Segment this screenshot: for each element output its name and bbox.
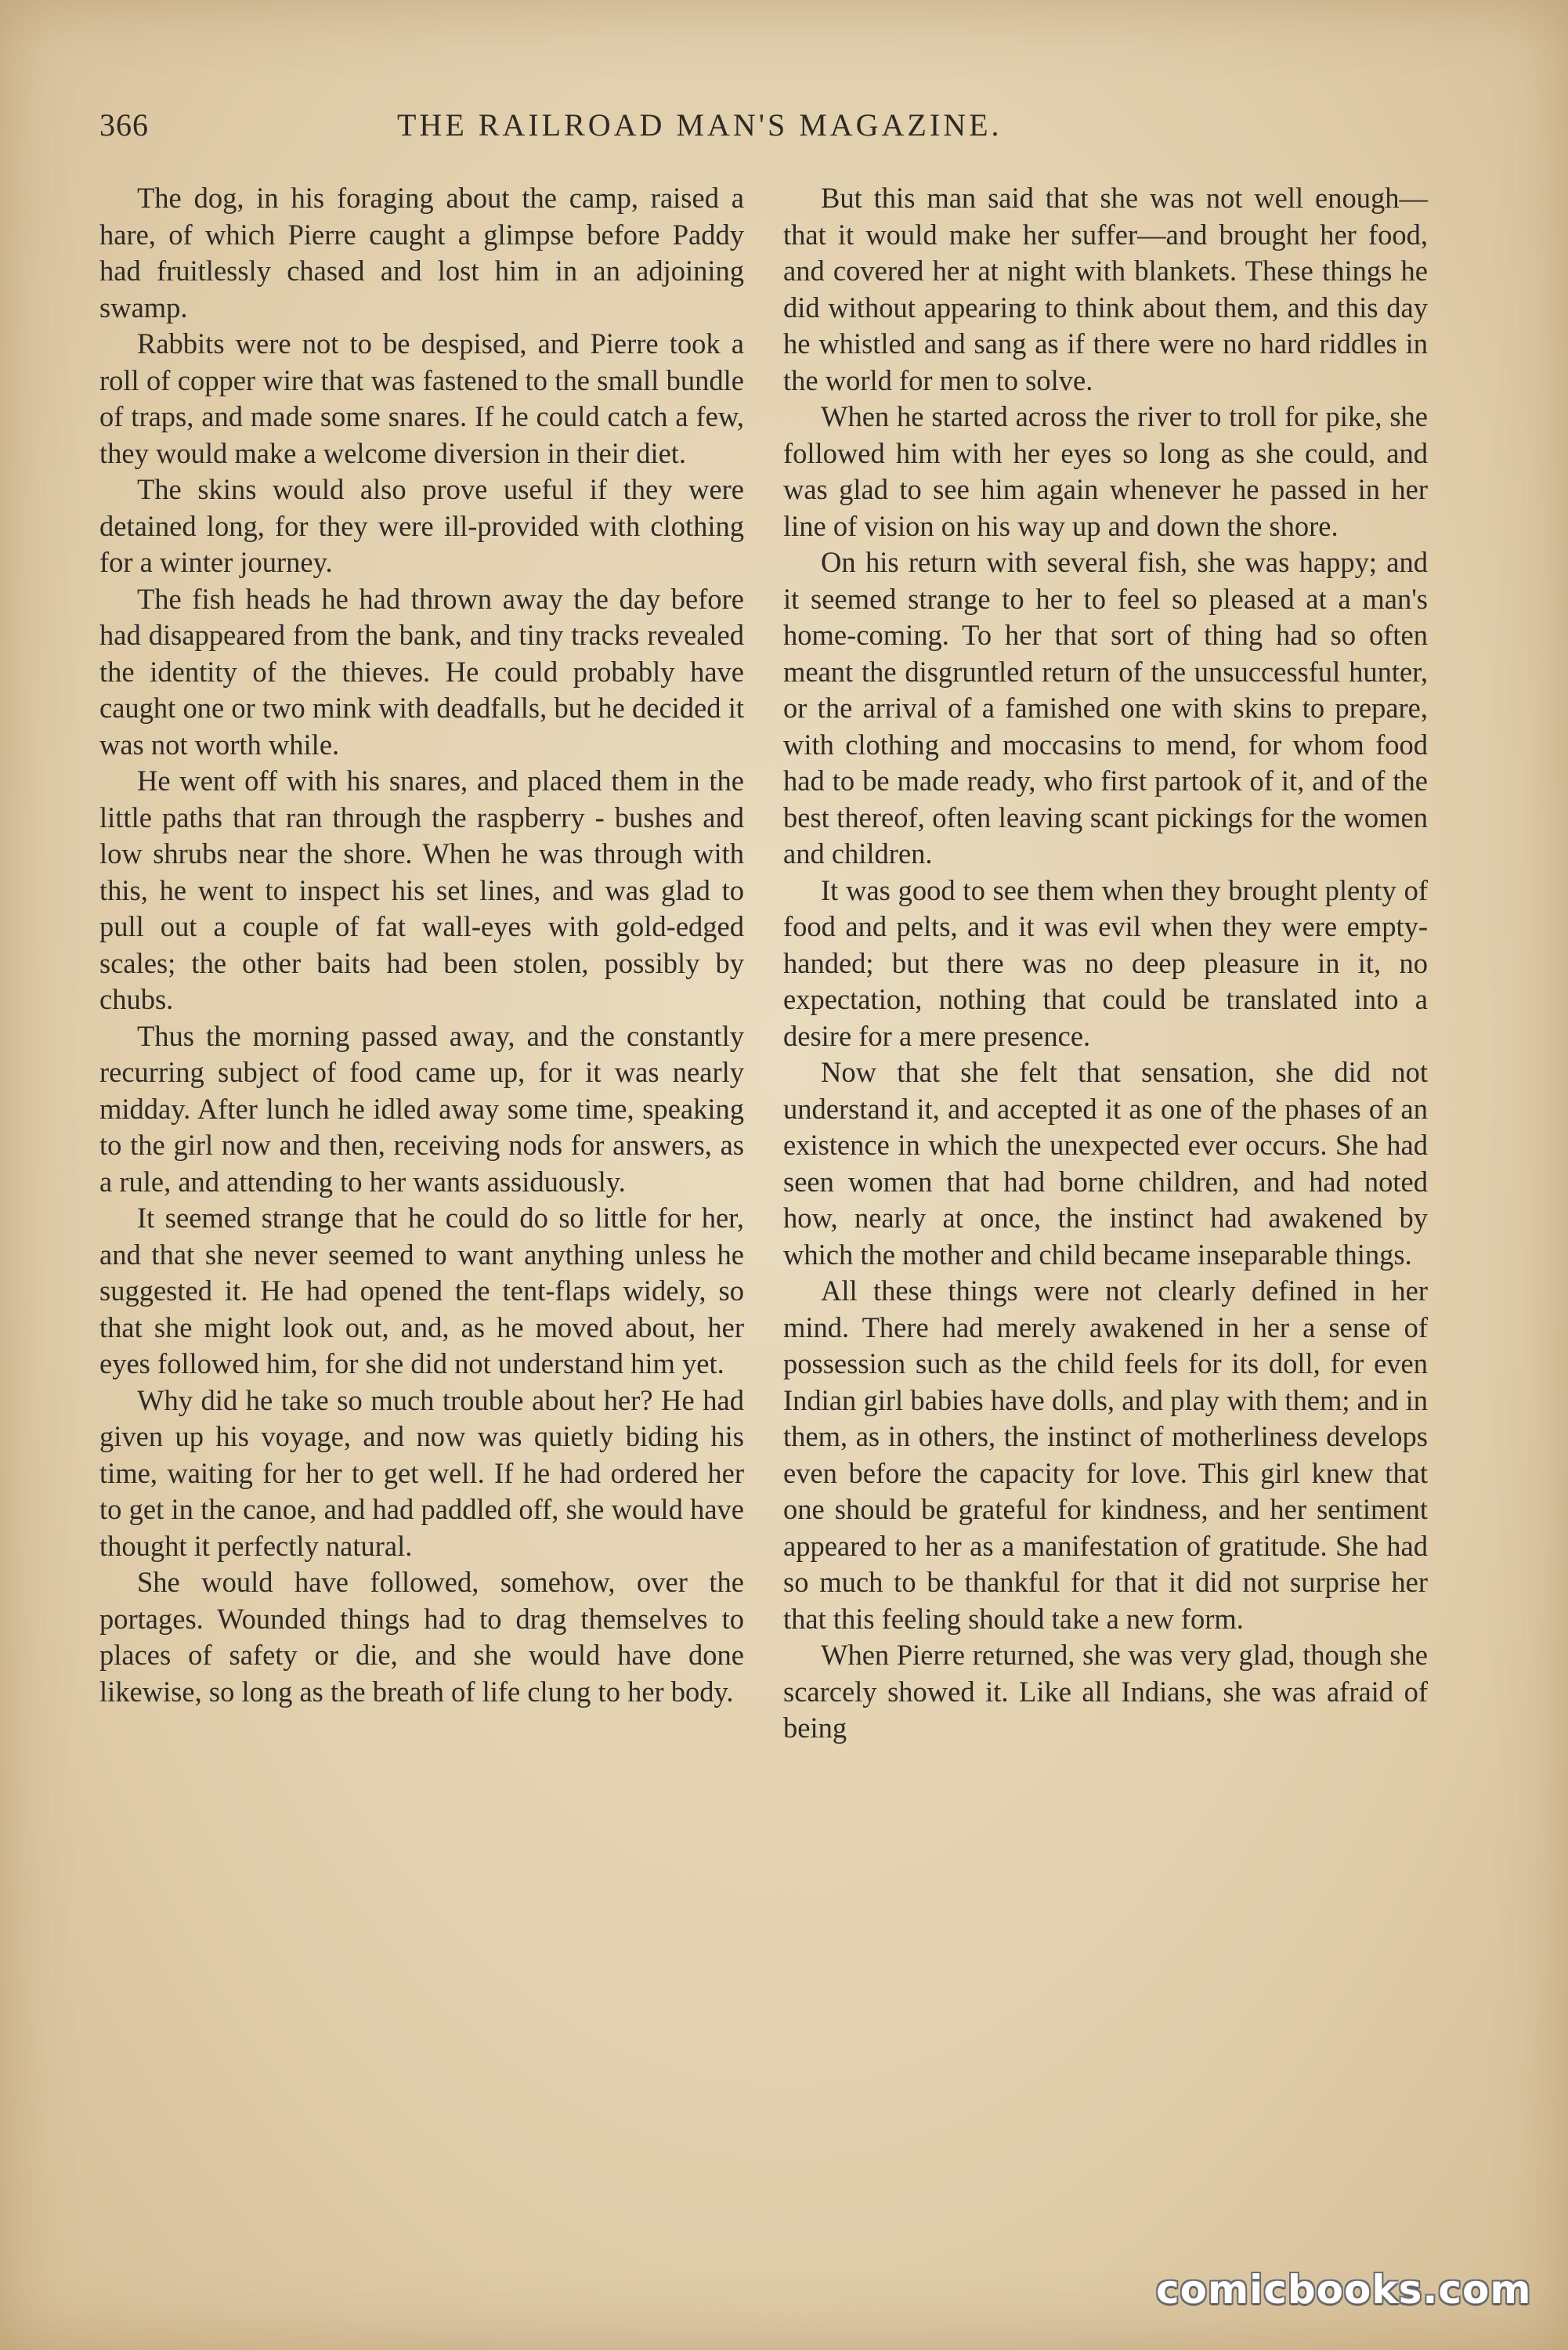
paragraph: All these things were not clearly defined in her mind. There had merely awakened in her a sense of possession such as the child feels for its doll, for even Indian girl babies have dolls, and play with them; and in them, as in others, the instinct of motherliness develops even before the capacity for love. This girl knew that one should be grateful for kindness, and her sentiment appeared to her as a manifestation of gratitude. She had so much to be thankful for that it did not surprise her that this feeling should take a new form. xyxy=(783,1274,1428,1635)
paragraph: But this man said that she was not well enough—that it would make her suffer—and brought her food, and covered her at night with blankets. These things he did without appearing to think about them, and this day he whistled and sang as if there were no hard riddles in the world for men to solve. xyxy=(783,182,1428,396)
paragraph: She would have followed, somehow, over the portages. Wounded things had to drag themselves to places of safety or die, and she would have done likewise, so long as the breath of life clung to her body. xyxy=(99,1566,744,1708)
paragraph: It was good to see them when they brought plenty of food and pelts, and it was evil when they were empty-handed; but there was no deep pleasure in it, no expectation, nothing that could be translated into a desire for a mere presence. xyxy=(783,873,1428,1052)
paragraph: When Pierre returned, she was very glad, though she scarcely showed it. Like all Indians, she was afraid of being xyxy=(783,1639,1428,1744)
paragraph: Why did he take so much trouble about her? He had given up his voyage, and now was quietly biding his time, waiting for her to get well. If he had ordered her to get in the canoe, and had paddled off, she would have thought it perfectly natural. xyxy=(99,1383,744,1562)
paragraph: The skins would also prove useful if they were detained long, for they were ill-provided with clothing for a winter journey. xyxy=(99,473,744,578)
paragraph: Thus the morning passed away, and the constantly recurring subject of food came up, for it was nearly midday. After lunch he idled away some time, speaking to the girl now and then, receiving nods for answers, as a rule, and attending to her wants assiduously. xyxy=(99,1019,744,1198)
watermark-logo: comicbooks.com xyxy=(1156,2267,1532,2312)
paragraph: Rabbits were not to be despised, and Pierre took a roll of copper wire that was fastened to the small bundle of traps, and made some snares. If he could catch a few, they would make a welcome diversion in their diet. xyxy=(99,327,744,469)
running-title: THE RAILROAD MAN'S MAGAZINE. xyxy=(397,107,1003,143)
paragraph: The dog, in his foraging about the camp, raised a hare, of which Pierre caught a glimpse before Paddy had fruitlessly chased and lost him in an adjoining swamp. xyxy=(99,182,744,324)
paragraph: Now that she felt that sensation, she did not understand it, and accepted it as one of the phases of an existence in which the unexpected ever occurs. She had seen women that had borne children, and had noted how, nearly at once, the instinct had awakened by which the mother and child became inseparable things. xyxy=(783,1056,1428,1271)
paragraph: On his return with several fish, she was happy; and it seemed strange to her to feel so pleased at a man's home-coming. To her that sort of thing had so often meant the disgruntled return of the unsuccessful hunter, or the arrival of a famished one with skins to prepare, with clothing and moccasins to mend, for whom food had to be made ready, who first partook of it, and of the best thereof, often leaving scant pickings for the women and children. xyxy=(783,546,1428,870)
paragraph: When he started across the river to troll for pike, she followed him with her eyes so long as she could, and was glad to see him again whenever he passed in her line of vision on his way up and down the shore. xyxy=(783,400,1428,542)
page-number: 366 xyxy=(99,107,149,143)
right-column xyxy=(783,180,1428,1747)
paragraph: The fish heads he had thrown away the day before had disappeared from the bank, and tiny tracks revealed the identity of the thieves. He could probably have caught one or two mink with deadfalls, but he decided it was not worth while. xyxy=(99,582,744,761)
left-column xyxy=(99,180,744,1710)
paragraph: He went off with his snares, and placed them in the little paths that ran through the raspberry - bushes and low shrubs near the shore. When he was through with this, he went to inspect his set lines, and was glad to pull out a couple of fat wall-eyes with gold-edged scales; the other baits had been stolen, possibly by chubs. xyxy=(99,765,744,1015)
page-header xyxy=(99,107,1431,154)
paragraph: It seemed strange that he could do so little for her, and that she never seemed to want anything unless he suggested it. He had opened the tent-flaps widely, so that she might look out, and, as he moved about, her eyes followed him, for she did not understand him yet. xyxy=(99,1202,744,1379)
